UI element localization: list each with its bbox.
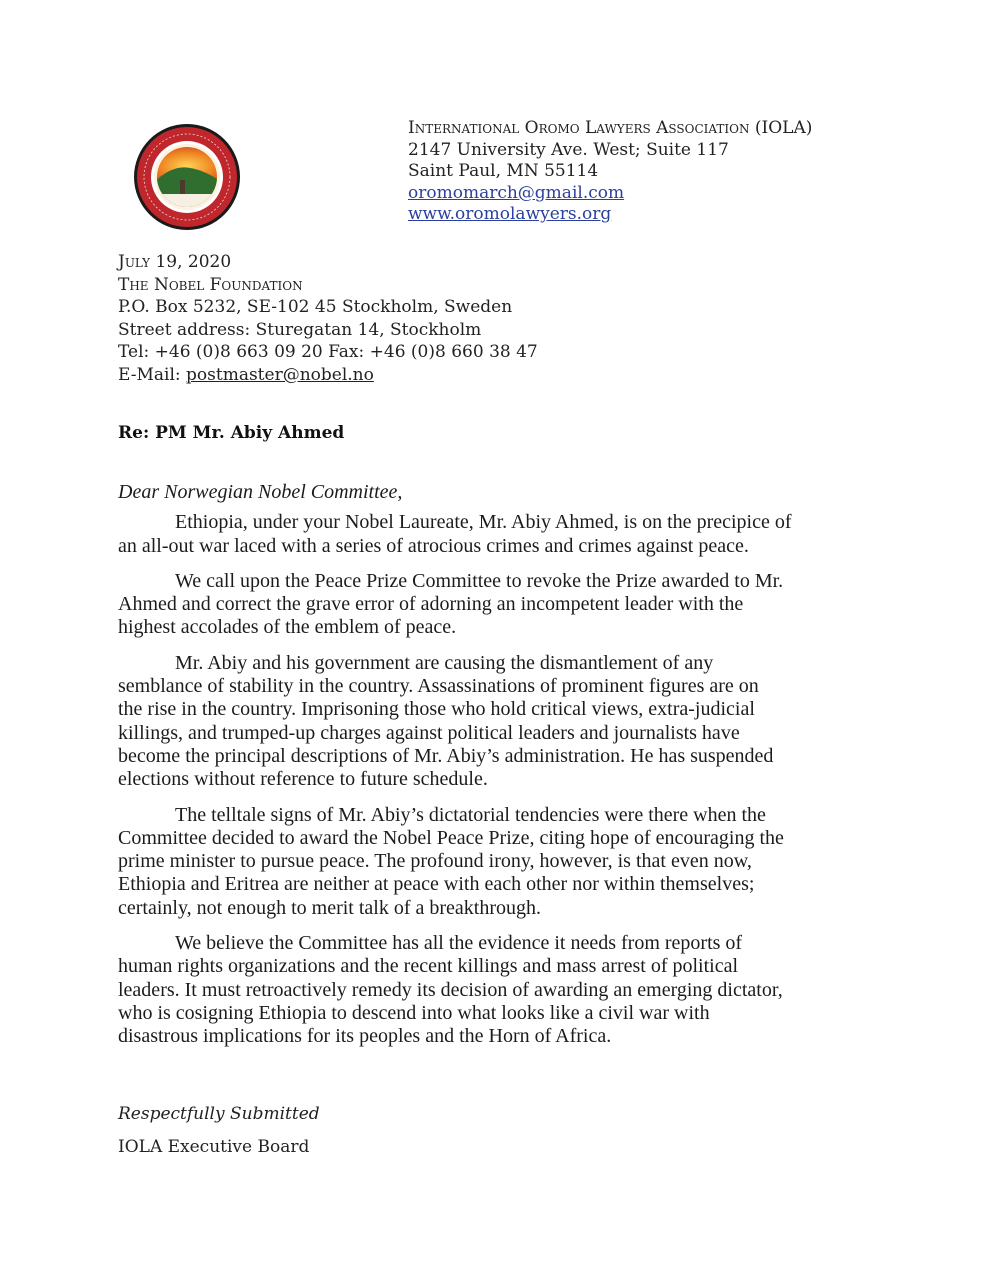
recipient-phone-fax: Tel: +46 (0)8 663 09 20 Fax: +46 (0)8 660 38 47: [118, 342, 538, 363]
recipient-po-box: P.O. Box 5232, SE-102 45 Stockholm, Sweden: [118, 297, 513, 318]
valediction: Respectfully Submitted: [118, 1104, 320, 1124]
organization-email-link[interactable]: oromomarch@gmail.com: [408, 182, 625, 203]
email-label: E-Mail:: [118, 364, 187, 385]
body-paragraph: [118, 652, 878, 792]
paragraph-line: become the principal descriptions of Mr. Abiy’s administration. He has suspended: [118, 744, 774, 767]
letter-body: [118, 481, 878, 1061]
paragraph-line: semblance of stability in the country. Assassinations of prominent figures are on: [118, 675, 759, 698]
subject-line: Re: PM Mr. Abiy Ahmed: [118, 423, 345, 443]
paragraph-line: Ethiopia, under your Nobel Laureate, Mr. Abiy Ahmed, is on the precipice of: [175, 511, 792, 534]
organization-website-link[interactable]: www.oromolawyers.org: [408, 204, 612, 224]
paragraph-line: Ethiopia and Eritrea are neither at peace with each other nor within themselves;: [118, 873, 755, 896]
recipient-street: Street address: Sturegatan 14, Stockholm: [118, 319, 482, 340]
paragraph-line: killings, and trumped-up charges against political leaders and journalists have: [118, 721, 740, 744]
iola-seal-logo-icon: [132, 122, 242, 232]
body-paragraph: [118, 804, 878, 920]
closing-block: [118, 1104, 320, 1157]
letterhead: [408, 118, 812, 226]
paragraph-line: certainly, not enough to merit talk of a breakthrough.: [118, 896, 542, 919]
letter-date: July 19, 2020: [118, 252, 232, 272]
address-line-1: 2147 University Ave. West; Suite 117: [408, 139, 729, 160]
paragraph-line: We call upon the Peace Prize Committee to revoke the Prize awarded to Mr.: [175, 569, 784, 592]
body-paragraph: [118, 932, 878, 1048]
paragraph-line: Committee decided to award the Nobel Peace Prize, citing hope of encouraging the: [118, 826, 784, 849]
recipient-email-row: [118, 364, 538, 387]
recipient-email-link[interactable]: postmaster@nobel.no: [186, 364, 374, 385]
salutation: Dear Norwegian Nobel Committee,: [118, 481, 403, 503]
signatory: IOLA Executive Board: [118, 1137, 310, 1157]
paragraph-line: leaders. It must retroactively remedy its decision of awarding an emerging dictator,: [118, 978, 783, 1001]
recipient-block: [118, 251, 538, 387]
paragraph-line: human rights organizations and the recent killings and mass arrest of political: [118, 955, 739, 978]
paragraph-line: highest accolades of the emblem of peace.: [118, 616, 457, 639]
paragraph-line: an all-out war laced with a series of atrocious crimes and crimes against peace.: [118, 534, 749, 557]
paragraph-line: Mr. Abiy and his government are causing the dismantlement of any: [175, 651, 714, 674]
paragraph-line: Ahmed and correct the grave error of adorning an incompetent leader with the: [118, 593, 744, 616]
recipient-name: The Nobel Foundation: [118, 274, 303, 295]
paragraph-line: We believe the Committee has all the evidence it needs from reports of: [175, 932, 743, 955]
paragraph-line: the rise in the country. Imprisoning those who hold critical views, extra-judicial: [118, 698, 755, 721]
paragraph-line: elections without reference to future schedule.: [118, 768, 488, 791]
paragraph-line: who is cosigning Ethiopia to descend into what looks like a civil war with: [118, 1001, 710, 1024]
organization-name: International Oromo Lawyers Association (IOLA): [408, 118, 813, 138]
body-paragraph: [118, 511, 878, 558]
address-line-2: Saint Paul, MN 55114: [408, 161, 599, 181]
body-paragraph: [118, 570, 878, 640]
paragraph-line: The telltale signs of Mr. Abiy’s dictatorial tendencies were there when the: [175, 803, 766, 826]
paragraph-line: disastrous implications for its peoples and the Horn of Africa.: [118, 1025, 612, 1048]
paragraph-line: prime minister to pursue peace. The profound irony, however, is that even now,: [118, 850, 752, 873]
